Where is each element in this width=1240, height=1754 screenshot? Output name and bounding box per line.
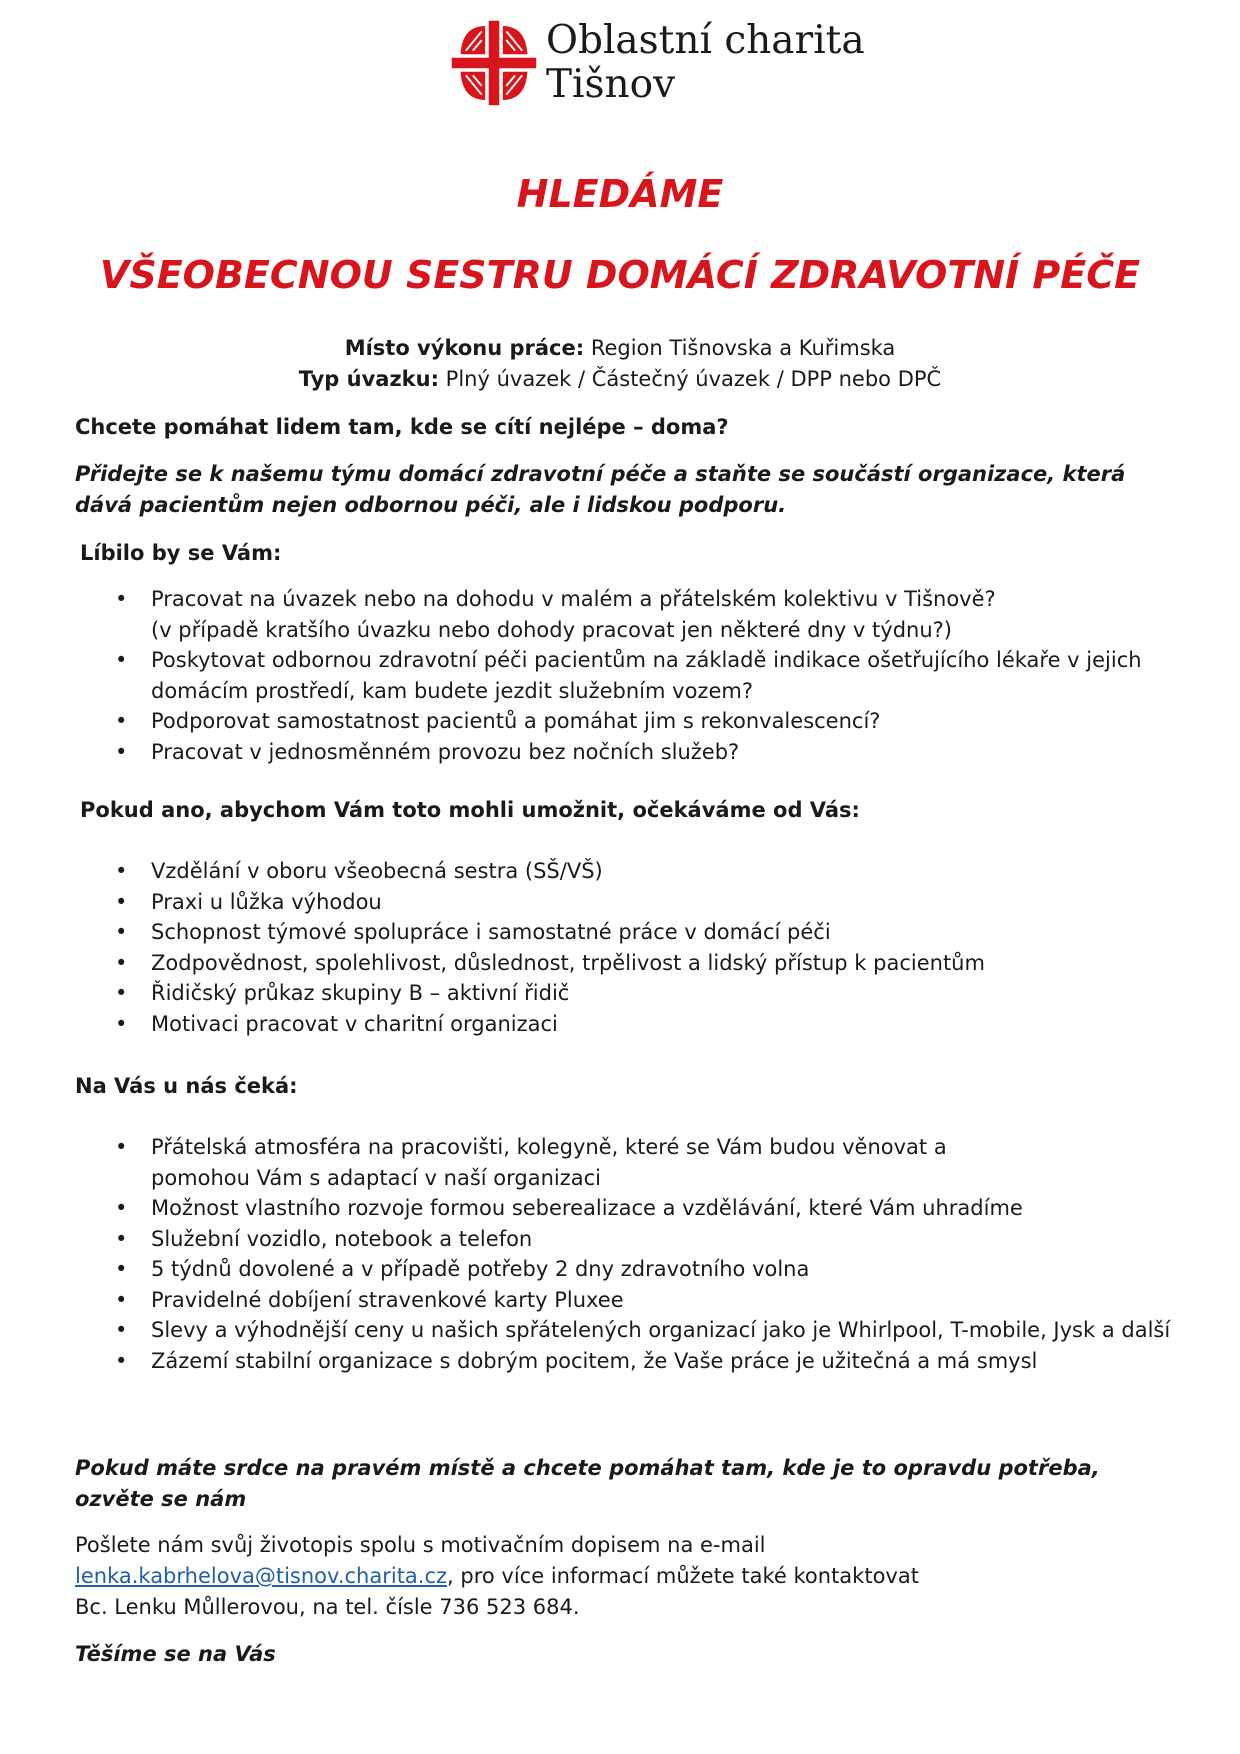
intro-invite: Přidejte se k našemu týmu domácí zdravotní péče a staňte se součástí organizace, která dává pacientům nejen odbornou péči, ale i lidskou podporu. — [75, 462, 1126, 517]
closing-after-email: , pro více informací můžete také kontaktovat — [447, 1564, 919, 1588]
charity-logo — [450, 18, 865, 108]
section-expect-heading: Pokud ano, abychom Vám toto mohli umožnit, očekáváme od Vás: — [80, 798, 860, 822]
list-item-text: Podporovat samostatnost pacientů a pomáhat jim s rekonvalescencí? — [151, 709, 881, 733]
list-item-text: Poskytovat odbornou zdravotní péči pacientům na základě indikace ošetřujícího lékaře v jejich domácím prostředí, kam budete jezdit služebním vozem? — [151, 648, 1142, 703]
job-place-value: Region Tišnovska a Kuřimska — [584, 336, 896, 360]
list-item: • Zázemí stabilní organizace s dobrým pocitem, že Vaše práce je užitečná a má smysl — [75, 1346, 1185, 1377]
job-type-line — [0, 364, 1240, 395]
list-item: • Pravidelné dobíjení stravenkové karty Pluxee — [75, 1285, 1185, 1316]
charity-cross-icon — [450, 19, 538, 107]
section-like-list — [75, 584, 1185, 767]
email-link[interactable]: lenka.kabrhelova@tisnov.charita.cz — [75, 1564, 448, 1588]
section-offer-list — [75, 1132, 1185, 1376]
list-item: • Slevy a výhodnější ceny u našich spřátelených organizací jako je Whirlpool, T-mobile, Jysk a další — [75, 1315, 1185, 1346]
closing-contact-paragraph — [75, 1530, 1175, 1623]
list-item: • Vzdělání v oboru všeobecná sestra (SŠ/VŠ) — [75, 856, 1185, 887]
headline-position: VŠEOBECNOU SESTRU DOMÁCÍ ZDRAVOTNÍ PÉČE — [99, 253, 1141, 297]
intro-question: Chcete pomáhat lidem tam, kde se cítí nejlépe – doma? — [75, 415, 729, 439]
section-like-heading: Líbilo by se Vám: — [80, 541, 282, 565]
section-expect-list — [75, 856, 1185, 1039]
list-item-continuation: (v případě kratšího úvazku nebo dohody pracovat jen některé dny v týdnu?) — [151, 617, 952, 642]
list-item: • Praxi u lůžka výhodou — [75, 887, 1185, 918]
logo-line-1: Oblastní charita — [546, 18, 865, 63]
list-item: • Zodpovědnost, spolehlivost, důslednost, trpělivost a lidský přístup k pacientům — [75, 948, 1185, 979]
headline-we-seek: HLEDÁME — [516, 172, 724, 216]
list-item-text: Pracovat na úvazek nebo na dohodu v malém a přátelském kolektivu v Tišnově? — [151, 587, 996, 611]
list-item — [75, 584, 1185, 645]
list-item — [75, 706, 1185, 737]
closing-call: Pokud máte srdce na pravém místě a chcete pomáhat tam, kde je to opravdu potřeba, ozvěte se nám — [75, 1456, 1100, 1511]
closing-contact-person: Bc. Lenku Můllerovou, na tel. čísle 736 523 684. — [75, 1595, 580, 1619]
job-place-label: Místo výkonu práce: — [344, 336, 585, 360]
list-item: • Přátelská atmosféra na pracovišti, kolegyně, které se Vám budou věnovat a pomohou Vám s adaptací v naší organizaci — [75, 1132, 1185, 1193]
list-item — [75, 645, 1185, 706]
job-place-line — [0, 333, 1240, 364]
list-item — [75, 737, 1185, 768]
list-item: • Možnost vlastního rozvoje formou seberealizace a vzdělávání, které Vám uhradíme — [75, 1193, 1185, 1224]
logo-line-2: Tišnov — [546, 62, 676, 107]
list-item-text: Pracovat v jednosměnném provozu bez nočních služeb? — [151, 739, 740, 764]
logo-text — [546, 19, 865, 107]
job-type-label: Typ úvazku: — [298, 367, 439, 391]
section-offer-heading: Na Vás u nás čeká: — [75, 1074, 298, 1098]
list-item: • Řidičský průkaz skupiny B – aktivní řidič — [75, 978, 1185, 1009]
closing-farewell: Těšíme se na Vás — [75, 1642, 276, 1666]
list-item: • 5 týdnů dovolené a v případě potřeby 2 dny zdravotního volna — [75, 1254, 1185, 1285]
job-type-value: Plný úvazek / Částečný úvazek / DPP nebo DPČ — [439, 367, 942, 391]
closing-send-line: Pošlete nám svůj životopis spolu s motivačním dopisem na e-mail — [75, 1533, 766, 1557]
list-item: • Motivaci pracovat v charitní organizaci — [75, 1009, 1185, 1040]
list-item: • Služební vozidlo, notebook a telefon — [75, 1224, 1185, 1255]
list-item: • Schopnost týmové spolupráce i samostatné práce v domácí péči — [75, 917, 1185, 948]
